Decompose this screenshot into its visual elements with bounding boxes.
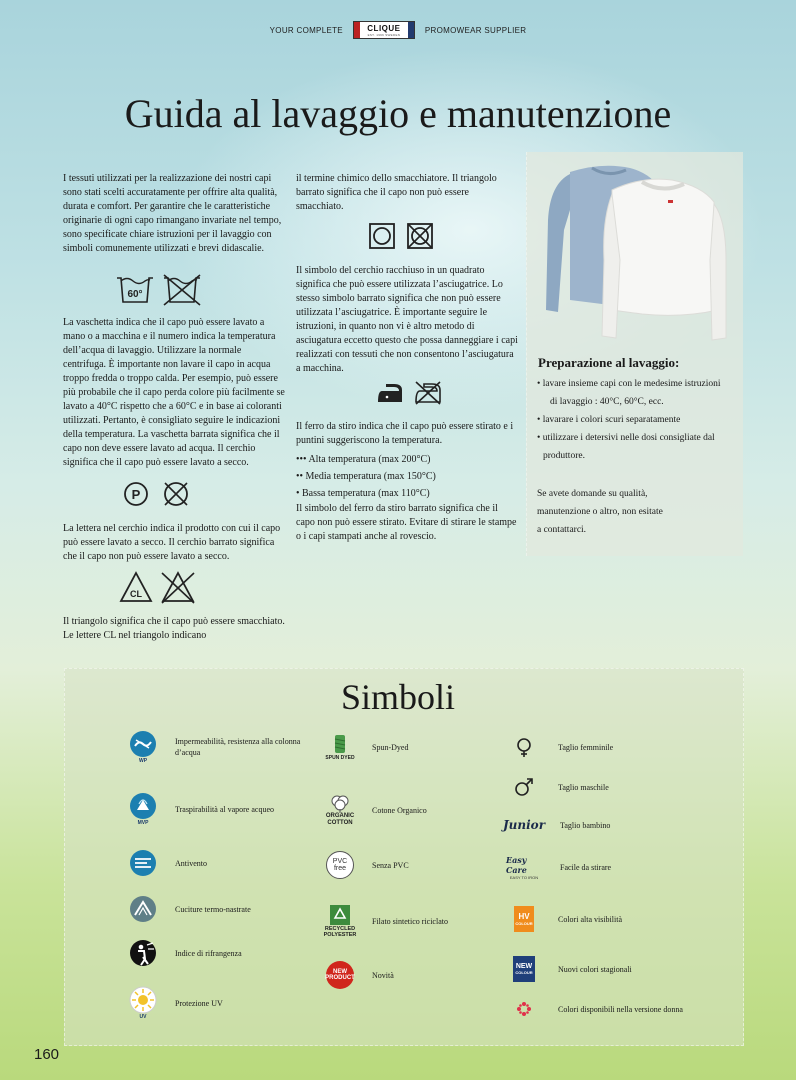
dry-clean-paragraph: La lettera nel cerchio indica il prodotto con cui il capo può essere lavato a secco. Il cerchio barrato significa che il capo non può essere lavato a secco. [63,523,281,562]
bleach-paragraph-cont: il termine chimico dello smacchiatore. Il triangolo barrato significa che il capo non può essere smacchiato. [296,173,497,212]
preparation-list [537,375,737,465]
symbol-male: Taglio maschile [506,770,726,804]
list-item: • utilizzare i detersivi nelle dosi consigliate dal [537,433,715,443]
dry-clean-letter: P [131,487,141,502]
symbol-easy-care: Easy Care EASY TO IRON Facile da stirare [506,850,726,884]
easy-care-icon: Easy Care EASY TO IRON [506,854,539,880]
female-icon [513,736,535,758]
preparation-title: Preparazione al lavaggio: [538,355,680,370]
symbol-taped-seams: Cuciture termo-nastrate [126,892,316,926]
symbol-windproof: Antivento [126,846,316,880]
symbol-reflective: Indice di rifrangenza [126,936,316,970]
wash-paragraph: La vaschetta indica che il capo può essere lavato a mano o a macchina e il numero indica la temperatura dell’acqua di lavaggio. Utilizzare la normale centrifuga. È importante non lavare il capo in acqua troppo fredda o troppo calda. Per esempio, può essere più probabile che il capo perda colore più facilmente se lavato a 40°C rispetto che a 60°C e in base ai coloranti utilizzati. Pertanto, è consigliato seguire le indicazioni della temperatura. La vaschetta barrata significa che il capo non deve essere lavato ad acqua. Il cerchio significa che il capo può essere lavato a secco. [63,317,285,468]
wash-temp-label: 60° [127,289,143,300]
waterproof-icon [129,730,157,758]
dryer-symbols [368,222,438,250]
contact-text: Se avete domande su qualità, manutenzione o altro, non esitate a contattarci. [537,489,663,535]
intro-paragraph: I tessuti utilizzati per la realizzazione dei nostri capi sono stati scelti accuratamente per offrire alta qualità, durata e comfort. Per garantire che le caratteristiche originarie di ogni capo rimangano invariate nel tempo, sono specificate chiare istruzioni per il lavaggio con simboli comunemente utilizzati e brevi didascalie. [63,173,282,254]
iron-level-low: • Bassa temperatura (max 110°C) [296,488,430,499]
page-number: 160 [34,1046,60,1063]
organic-cotton-icon [329,793,351,813]
symbol-breathable: MVP Traspirabilità al vapore acqueo [126,792,316,826]
wash-tub-icon [114,272,204,308]
symbol-waterproof: WP Impermeabilità, resistenza alla colonna d’acqua [126,730,316,764]
windproof-icon [129,849,157,877]
symbol-female: Taglio femminile [506,730,726,764]
sweatshirts-image [542,160,732,355]
symbol-new-product: NEW PRODUCT Novità [322,958,502,992]
no-bleach-icon [162,573,194,603]
pvc-free-icon: PVC free [326,851,354,879]
symbol-recycled: RECYCLED POLYESTER Filato sintetico riciclato [322,900,502,942]
iron-paragraph: Il ferro da stiro indica che il capo può essere stirato e i puntini suggeriscono la temperatura. ••• Alta temperatura (max 200°C) •• Media temperatura (max 150°C) • Bassa temperatura (max 110°C) Il simbolo del ferro da stiro barrato significa che il capo non può essere stirato. Evitare di stirare le stampe o i capi stampati anche al rovescio. [296,421,517,542]
uv-protection-icon [129,986,157,1014]
iron-level-high: ••• Alta temperatura (max 200°C) [296,454,431,465]
symbol-women-colours: Colori disponibili nella versione donna [506,992,726,1026]
bleach-paragraph: Il triangolo significa che il capo può essere smacchiato. Le lettere CL nel triangolo indicano [63,616,285,641]
clique-logo [353,21,415,39]
dry-clean-symbols [122,480,194,510]
logo-text: CLIQUE [367,23,401,33]
women-colours-icon [515,1000,533,1018]
logo-sub: EST. 1996 SWEDEN [367,32,401,37]
bleach-letters: CL [130,589,142,599]
wash-symbols [114,272,204,308]
symbol-new-colour: NEW COLOUR Nuovi colori stagionali [506,952,726,986]
page-title: Guida al lavaggio e manutenzione [124,91,672,136]
recycled-polyester-icon [329,904,351,926]
iron-paragraph-2: Il simbolo del ferro da stiro barrato significa che il capo non può essere stirato. Evitare di stirare le stampe o i capi stampati anche al rovescio. [296,503,517,542]
no-wash-icon [164,275,200,305]
taped-seams-icon [129,895,157,923]
new-product-icon: NEW PRODUCT [326,961,354,989]
no-iron-icon [416,382,440,404]
list-item: • lavarare i colori scuri separatamente [537,415,681,425]
symbol-junior: Junior Taglio bambino [503,818,611,832]
junior-icon: Junior [503,818,546,832]
list-item: di lavaggio : 40°C, 60°C, ecc. [550,397,664,407]
male-icon [513,776,535,798]
dryer-paragraph: Il simbolo del cerchio racchiuso in un quadrato significa che può essere utilizzata l’asciugatrice. Lo stesso simbolo barrato significa che non può essere utilizzata l’asciugatrice. È importante seguire le istruzioni, in quanto non vi è altro metodo di asciugatura eccetto questo che possa danneggiare i capi realizzati con tessuti che non consentono l’asciugatura a macchina. [296,265,518,374]
reflective-icon [129,939,157,967]
new-colour-icon: NEW COLOUR [513,956,535,982]
symbol-organic-cotton: ORGANIC COTTON Cotone Organico [322,790,502,830]
list-item: • lavare insieme capi con le medesime istruzioni [537,379,721,389]
symbol-hv-colour: HV COLOUR Colori alta visibilità [506,902,726,936]
list-item: produttore. [543,451,585,461]
iron-level-medium: •• Media temperatura (max 150°C) [296,471,436,482]
iron-icon [378,384,402,402]
header-left-text: YOUR COMPLETE [269,25,343,35]
symbol-spun-dyed: SPUN DYED Spun-Dyed [322,730,502,764]
tumble-dry-icon [370,224,394,248]
iron-symbols [374,378,444,406]
symbol-uv: UV Protezione UV [126,986,316,1020]
breathable-icon [129,792,157,820]
header-bar [0,22,796,38]
hv-colour-icon: HV COLOUR [514,906,534,932]
symbols-title: Simboli [340,677,456,717]
spun-dyed-icon [329,733,351,755]
header-right-text: PROMOWEAR SUPPLIER [424,25,527,35]
no-tumble-dry-icon [408,224,432,248]
no-dry-clean-icon [165,483,187,505]
symbol-pvc-free: PVC free Senza PVC [322,848,502,882]
bleach-symbols [118,570,198,606]
